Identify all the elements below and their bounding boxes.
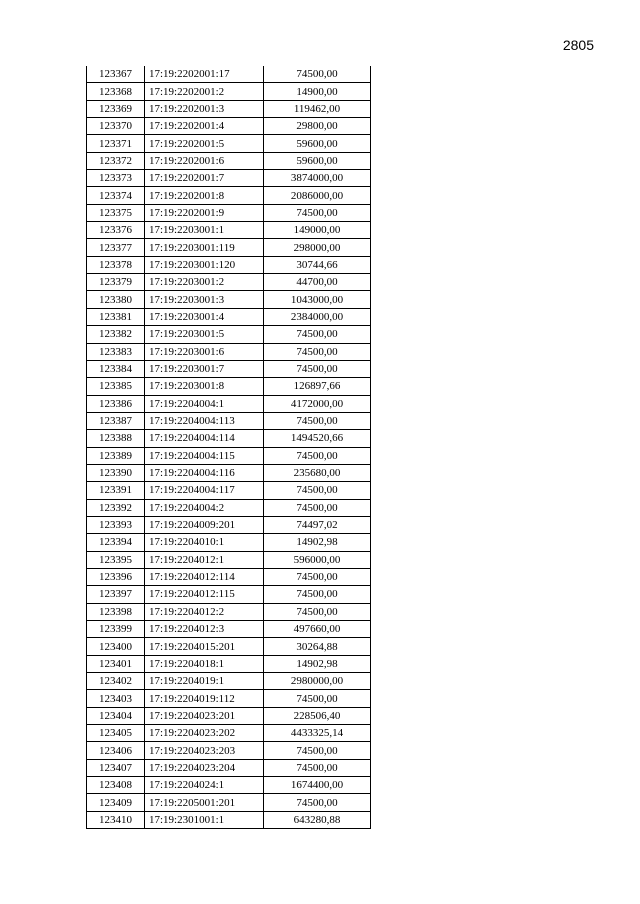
value-cell: 596000,00 (264, 551, 371, 568)
cadastral-number-cell: 17:19:2204023:201 (145, 707, 264, 724)
value-cell: 74500,00 (264, 759, 371, 776)
table-row (87, 343, 371, 360)
cadastral-number-cell: 17:19:2204004:114 (145, 430, 264, 447)
value-cell: 228506,40 (264, 707, 371, 724)
value-cell: 643280,88 (264, 811, 371, 828)
table-row (87, 239, 371, 256)
cadastral-number-cell: 17:19:2204004:1 (145, 395, 264, 412)
table-row (87, 360, 371, 377)
cadastral-number-cell: 17:19:2204015:201 (145, 638, 264, 655)
cadastral-number-cell: 17:19:2203001:2 (145, 274, 264, 291)
value-cell: 14902,98 (264, 534, 371, 551)
value-cell: 74500,00 (264, 360, 371, 377)
cadastral-value-table (86, 66, 371, 829)
row-number-cell: 123409 (87, 794, 145, 811)
cadastral-number-cell: 17:19:2204019:112 (145, 690, 264, 707)
table-row (87, 100, 371, 117)
row-number-cell: 123384 (87, 360, 145, 377)
table-row (87, 66, 371, 83)
cadastral-number-cell: 17:19:2204012:1 (145, 551, 264, 568)
table-row (87, 447, 371, 464)
row-number-cell: 123385 (87, 378, 145, 395)
row-number-cell: 123394 (87, 534, 145, 551)
table-row (87, 603, 371, 620)
value-cell: 74500,00 (264, 794, 371, 811)
value-cell: 2980000,00 (264, 673, 371, 690)
table-row (87, 430, 371, 447)
row-number-cell: 123370 (87, 118, 145, 135)
table-row (87, 395, 371, 412)
cadastral-number-cell: 17:19:2204023:203 (145, 742, 264, 759)
value-cell: 74500,00 (264, 412, 371, 429)
row-number-cell: 123407 (87, 759, 145, 776)
table-row (87, 516, 371, 533)
cadastral-number-cell: 17:19:2203001:4 (145, 308, 264, 325)
value-cell: 74500,00 (264, 603, 371, 620)
row-number-cell: 123378 (87, 256, 145, 273)
table-row (87, 83, 371, 100)
cadastral-number-cell: 17:19:2204018:1 (145, 655, 264, 672)
value-cell: 74500,00 (264, 482, 371, 499)
cadastral-number-cell: 17:19:2204023:202 (145, 725, 264, 742)
row-number-cell: 123397 (87, 586, 145, 603)
cadastral-number-cell: 17:19:2204004:117 (145, 482, 264, 499)
table-row (87, 256, 371, 273)
table-row (87, 742, 371, 759)
cadastral-number-cell: 17:19:2204023:204 (145, 759, 264, 776)
table-row (87, 378, 371, 395)
value-cell: 44700,00 (264, 274, 371, 291)
cadastral-number-cell: 17:19:2204004:115 (145, 447, 264, 464)
value-cell: 74500,00 (264, 586, 371, 603)
value-cell: 4172000,00 (264, 395, 371, 412)
row-number-cell: 123371 (87, 135, 145, 152)
table-row (87, 759, 371, 776)
row-number-cell: 123404 (87, 707, 145, 724)
cadastral-number-cell: 17:19:2202001:6 (145, 152, 264, 169)
table-row (87, 568, 371, 585)
value-cell: 1674400,00 (264, 777, 371, 794)
table-row (87, 412, 371, 429)
row-number-cell: 123408 (87, 777, 145, 794)
row-number-cell: 123383 (87, 343, 145, 360)
cadastral-number-cell: 17:19:2203001:6 (145, 343, 264, 360)
value-cell: 74500,00 (264, 204, 371, 221)
table-row (87, 655, 371, 672)
cadastral-number-cell: 17:19:2204010:1 (145, 534, 264, 551)
table-row (87, 621, 371, 638)
value-cell: 235680,00 (264, 464, 371, 481)
table-row (87, 308, 371, 325)
value-cell: 74500,00 (264, 66, 371, 83)
table-row (87, 725, 371, 742)
value-cell: 59600,00 (264, 152, 371, 169)
row-number-cell: 123392 (87, 499, 145, 516)
table-row (87, 326, 371, 343)
row-number-cell: 123406 (87, 742, 145, 759)
value-cell: 4433325,14 (264, 725, 371, 742)
table-row (87, 152, 371, 169)
value-cell: 1043000,00 (264, 291, 371, 308)
value-cell: 149000,00 (264, 222, 371, 239)
table-row (87, 777, 371, 794)
table-row (87, 586, 371, 603)
row-number-cell: 123396 (87, 568, 145, 585)
value-cell: 74500,00 (264, 690, 371, 707)
cadastral-number-cell: 17:19:2204012:3 (145, 621, 264, 638)
row-number-cell: 123389 (87, 447, 145, 464)
row-number-cell: 123367 (87, 66, 145, 83)
row-number-cell: 123387 (87, 412, 145, 429)
cadastral-number-cell: 17:19:2203001:3 (145, 291, 264, 308)
value-cell: 119462,00 (264, 100, 371, 117)
value-cell: 74500,00 (264, 742, 371, 759)
value-cell: 59600,00 (264, 135, 371, 152)
table-row (87, 499, 371, 516)
cadastral-number-cell: 17:19:2204012:114 (145, 568, 264, 585)
cadastral-number-cell: 17:19:2202001:3 (145, 100, 264, 117)
value-cell: 2086000,00 (264, 187, 371, 204)
row-number-cell: 123375 (87, 204, 145, 221)
value-cell: 74500,00 (264, 499, 371, 516)
table-row (87, 673, 371, 690)
cadastral-number-cell: 17:19:2202001:8 (145, 187, 264, 204)
value-cell: 14902,98 (264, 655, 371, 672)
value-cell: 30744,66 (264, 256, 371, 273)
table-row (87, 482, 371, 499)
row-number-cell: 123410 (87, 811, 145, 828)
value-cell: 298000,00 (264, 239, 371, 256)
value-cell: 29800,00 (264, 118, 371, 135)
cadastral-number-cell: 17:19:2203001:119 (145, 239, 264, 256)
table-row (87, 187, 371, 204)
value-cell: 2384000,00 (264, 308, 371, 325)
table-row (87, 534, 371, 551)
row-number-cell: 123373 (87, 170, 145, 187)
row-number-cell: 123398 (87, 603, 145, 620)
table-row (87, 204, 371, 221)
row-number-cell: 123395 (87, 551, 145, 568)
table-row (87, 170, 371, 187)
cadastral-number-cell: 17:19:2203001:120 (145, 256, 264, 273)
row-number-cell: 123402 (87, 673, 145, 690)
cadastral-number-cell: 17:19:2204012:115 (145, 586, 264, 603)
table-row (87, 274, 371, 291)
row-number-cell: 123374 (87, 187, 145, 204)
row-number-cell: 123380 (87, 291, 145, 308)
value-cell: 497660,00 (264, 621, 371, 638)
row-number-cell: 123382 (87, 326, 145, 343)
row-number-cell: 123390 (87, 464, 145, 481)
cadastral-number-cell: 17:19:2203001:1 (145, 222, 264, 239)
table-row (87, 464, 371, 481)
row-number-cell: 123393 (87, 516, 145, 533)
table-row (87, 794, 371, 811)
value-cell: 126897,66 (264, 378, 371, 395)
value-cell: 74497,02 (264, 516, 371, 533)
cadastral-number-cell: 17:19:2204019:1 (145, 673, 264, 690)
row-number-cell: 123386 (87, 395, 145, 412)
cadastral-number-cell: 17:19:2203001:5 (145, 326, 264, 343)
cadastral-number-cell: 17:19:2202001:17 (145, 66, 264, 83)
cadastral-number-cell: 17:19:2202001:4 (145, 118, 264, 135)
cadastral-number-cell: 17:19:2202001:9 (145, 204, 264, 221)
row-number-cell: 123399 (87, 621, 145, 638)
row-number-cell: 123403 (87, 690, 145, 707)
value-cell: 74500,00 (264, 343, 371, 360)
row-number-cell: 123388 (87, 430, 145, 447)
page-number: 2805 (562, 37, 594, 53)
table-row (87, 811, 371, 828)
cadastral-number-cell: 17:19:2202001:2 (145, 83, 264, 100)
table-row (87, 118, 371, 135)
cadastral-number-cell: 17:19:2203001:8 (145, 378, 264, 395)
cadastral-number-cell: 17:19:2204004:2 (145, 499, 264, 516)
value-cell: 74500,00 (264, 326, 371, 343)
cadastral-number-cell: 17:19:2204012:2 (145, 603, 264, 620)
cadastral-number-cell: 17:19:2301001:1 (145, 811, 264, 828)
value-cell: 74500,00 (264, 568, 371, 585)
row-number-cell: 123379 (87, 274, 145, 291)
table-row (87, 222, 371, 239)
row-number-cell: 123391 (87, 482, 145, 499)
cadastral-number-cell: 17:19:2204004:116 (145, 464, 264, 481)
cadastral-number-cell: 17:19:2202001:7 (145, 170, 264, 187)
cadastral-number-cell: 17:19:2202001:5 (145, 135, 264, 152)
row-number-cell: 123381 (87, 308, 145, 325)
value-cell: 14900,00 (264, 83, 371, 100)
table-row (87, 638, 371, 655)
cadastral-number-cell: 17:19:2204009:201 (145, 516, 264, 533)
cadastral-number-cell: 17:19:2204004:113 (145, 412, 264, 429)
row-number-cell: 123368 (87, 83, 145, 100)
table-row (87, 551, 371, 568)
table-row (87, 707, 371, 724)
row-number-cell: 123400 (87, 638, 145, 655)
value-cell: 30264,88 (264, 638, 371, 655)
row-number-cell: 123372 (87, 152, 145, 169)
table-row (87, 135, 371, 152)
cadastral-number-cell: 17:19:2204024:1 (145, 777, 264, 794)
table-row (87, 291, 371, 308)
row-number-cell: 123369 (87, 100, 145, 117)
row-number-cell: 123377 (87, 239, 145, 256)
value-cell: 3874000,00 (264, 170, 371, 187)
value-cell: 1494520,66 (264, 430, 371, 447)
row-number-cell: 123401 (87, 655, 145, 672)
table-row (87, 690, 371, 707)
table-body (87, 66, 371, 829)
cadastral-number-cell: 17:19:2203001:7 (145, 360, 264, 377)
row-number-cell: 123376 (87, 222, 145, 239)
cadastral-number-cell: 17:19:2205001:201 (145, 794, 264, 811)
row-number-cell: 123405 (87, 725, 145, 742)
value-cell: 74500,00 (264, 447, 371, 464)
